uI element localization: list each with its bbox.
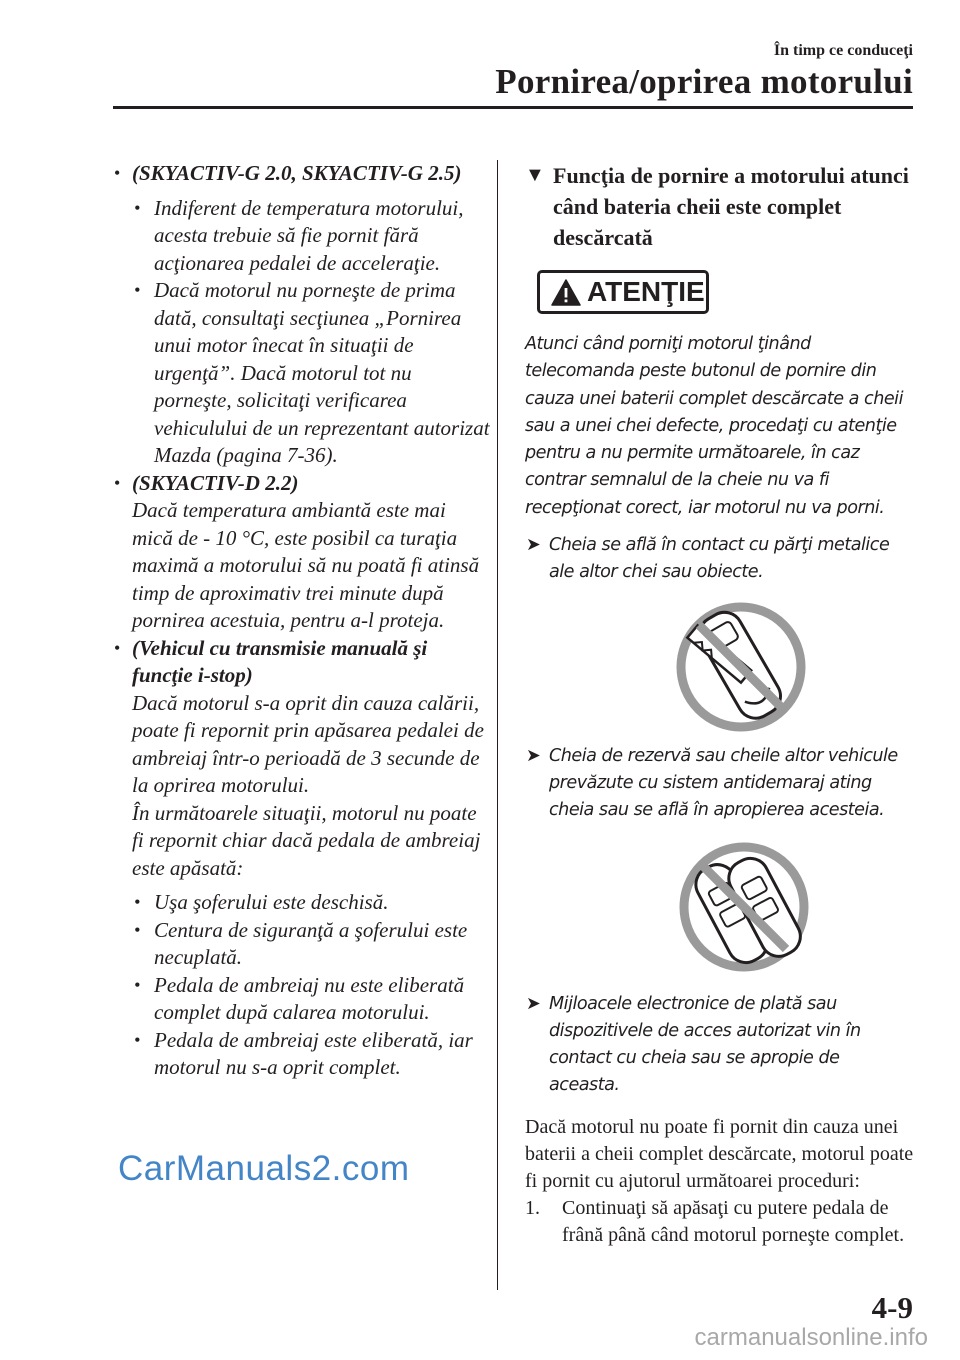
key-with-metal-keys-prohibited-icon: [525, 597, 915, 737]
sub-bullet-text: Centura de siguranţă a şoferului este necuplată.: [154, 917, 468, 969]
sub-bullet-text: Indiferent de temperatura motorului, acesta trebuie să fie pornit fără acţionarea pedalei de acceleraţie.: [154, 195, 464, 275]
bullet-heading: (Vehicul cu transmisie manuală şi funcţie i-stop): [132, 635, 428, 687]
arrow-bullet-icon: ➤: [526, 993, 541, 1014]
condition-item: ➤ Mijloacele electronice de plată sau dispozitivele de acces autorizat vin în contact cu cheia sau se apropie de aceasta.: [525, 991, 915, 1100]
site-watermark: CarManuals2.com: [118, 1149, 410, 1188]
bullet-heading: (SKYACTIV-G 2.0, SKYACTIV-G 2.5): [132, 161, 462, 185]
arrow-bullet-icon: ➤: [526, 535, 541, 556]
bullet-icon: •: [134, 892, 141, 912]
bullet-icon: •: [134, 919, 141, 940]
bullet-text: Dacă motorul s-a oprit din cauza calării, poate fi repornit prin apăsarea pedalei de ambreiaj într-o perioadă de 3 secunde de la oprirea motorului.: [132, 690, 484, 797]
triangle-down-icon: ▼: [525, 164, 545, 186]
header-divider: [113, 106, 913, 109]
right-column: [525, 160, 915, 1249]
section-heading: ▼ Funcţia de pornire a motorului atunci când bateria cheii este complet descărcată: [525, 160, 915, 253]
bullet-text: Dacă temperatura ambiantă este mai mică de - 10 °C, este posibil ca turaţia maximă a motorului să nu poată fi atinsă timp de aproximativ trei minute după pornirea acestuia, pentru a-l proteja.: [132, 498, 480, 632]
page-number: 4-9: [871, 1290, 913, 1325]
bullet-item: [112, 470, 490, 635]
body-paragraph: Dacă motorul nu poate fi pornit din cauza unei baterii a cheii complet descărcate, motorul poate fi pornit cu ajutorul următoarei proceduri:: [525, 1115, 914, 1192]
step-text: Continuaţi să apăsaţi cu putere pedala de frână până când motorul porneşte complet.: [562, 1196, 905, 1246]
warning-triangle-icon: [551, 279, 581, 306]
caution-text: Atunci când porniţi motorul ţinând telecomanda peste butonul de pornire din cauza unei baterii complet descărcate a cheii sau a unei chei defecte, procedaţi cu atenţie pentru a nu permite următoarele, în caz contrar semnalul de la cheie nu va fi recepţionat corect, iar motorul nu va porni.: [525, 334, 903, 518]
bullet-icon: •: [114, 163, 121, 183]
condition-item: ➤ Cheia de rezervă sau cheile altor vehicule prevăzute cu sistem antidemaraj ating cheia sau se află în apropierea acesteia.: [525, 743, 915, 825]
arrow-bullet-icon: ➤: [526, 745, 541, 766]
bullet-icon: •: [114, 637, 121, 658]
caution-label: ATENŢIE: [587, 276, 705, 307]
bullet-icon: •: [134, 280, 141, 300]
condition-item: ➤ Cheia se află în contact cu părţi metalice ale altor chei sau obiecte.: [525, 532, 915, 587]
caution-box: [537, 270, 709, 314]
step-item: [525, 1195, 915, 1249]
sub-bullet-item: [112, 972, 490, 1027]
bullet-text: În următoarele situaţii, motorul nu poate fi repornit chiar dacă pedala de ambreiaj este apăsată:: [132, 800, 481, 880]
sub-bullet-item: [112, 195, 490, 278]
bullet-item: [112, 160, 490, 188]
bullet-icon: •: [134, 197, 141, 218]
sub-bullet-text: Uşa şoferului este deschisă.: [154, 890, 389, 914]
bullet-icon: •: [134, 1029, 141, 1050]
step-number: 1.: [525, 1196, 540, 1219]
sub-bullet-text: Dacă motorul nu porneşte de prima dată, consultaţi secţiunea „Pornirea unui motor înecat în situaţii de urgenţă”. Dacă motorul tot nu porneşte, solicitaţi verificarea vehiculului de un reprezentant autorizat Mazda (pagina 7-36).: [154, 278, 490, 467]
sub-bullet-item: [112, 1027, 490, 1082]
sub-bullet-text: Pedala de ambreiaj este eliberată, iar motorul nu s-a oprit complet.: [154, 1027, 473, 1079]
bullet-icon: •: [134, 974, 141, 995]
sub-bullet-item: [112, 277, 490, 470]
footer-watermark: carmanualsonline.info: [694, 1324, 928, 1351]
column-divider: [497, 160, 498, 1290]
page-title: Pornirea/oprirea motorului: [495, 62, 913, 101]
section-label: În timp ce conduceţi: [773, 42, 913, 59]
bullet-item: [112, 635, 490, 883]
sub-bullet-item: [112, 889, 490, 917]
sub-bullet-item: [112, 917, 490, 972]
bullet-heading: (SKYACTIV-D 2.2): [132, 470, 299, 495]
spare-key-near-key-prohibited-icon: [525, 835, 915, 985]
left-column: [112, 160, 490, 1082]
bullet-icon: •: [114, 472, 121, 493]
sub-bullet-text: Pedala de ambreiaj nu este eliberată complet după calarea motorului.: [154, 972, 465, 1024]
